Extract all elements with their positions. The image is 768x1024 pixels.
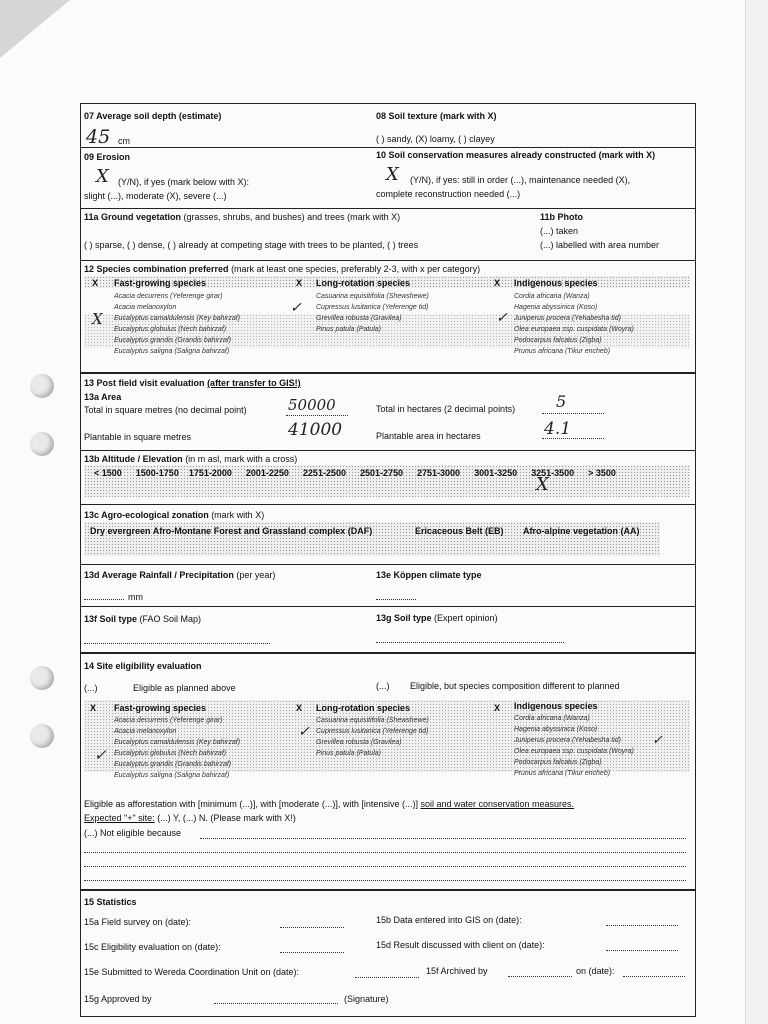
koppen-label: 13e Köppen climate type <box>376 570 482 580</box>
statistics-label: 15 Statistics <box>84 897 137 907</box>
punch-hole <box>30 374 54 398</box>
soil-type-expert-label: 13g Soil type (Expert opinion) <box>376 613 498 623</box>
ground-vegetation-label: 11a Ground vegetation (grasses, shrubs, and bushes) and trees (mark with X) <box>84 212 401 222</box>
afforestation-line: Eligible as afforestation with [minimum (...)], with [moderate (...)], with [intensive (...)] soil and water conservation measures. <box>84 799 575 809</box>
altitude-option[interactable]: 1751-2000 <box>188 468 232 478</box>
photo-labelled[interactable]: (...) labelled with area number <box>540 240 660 250</box>
long-species-item[interactable]: Cupressus lusitanica (Yeferenge tid) <box>316 728 429 735</box>
photo-taken[interactable]: (...) taken <box>540 226 579 236</box>
submitted-date: 15e Submitted to Wereda Coordination Unit on (date): <box>84 967 299 977</box>
agro-zone-aa[interactable]: Afro-alpine vegetation (AA) <box>523 526 640 536</box>
fast-growing-header: Fast-growing species <box>114 703 207 713</box>
conservation-check-mark: X <box>386 164 399 185</box>
eligible-planned-text: Eligible as planned above <box>133 683 236 693</box>
rainfall-label: 13d Average Rainfall / Precipitation (per year) <box>84 570 276 580</box>
x-mark: X <box>296 278 303 288</box>
long-species-item[interactable]: Grevillea robusta (Gravilea) <box>316 315 402 322</box>
x-mark: X <box>494 703 501 713</box>
punch-hole <box>30 724 54 748</box>
ground-vegetation-options[interactable]: ( ) sparse, ( ) dense, ( ) already at competing stage with trees to be planted, ( ) trees <box>84 240 419 250</box>
x-mark: X <box>494 278 501 288</box>
punch-hole <box>30 432 54 456</box>
eligible-planned-box[interactable]: (...) <box>84 683 98 693</box>
species-check-mark: ✓ <box>496 310 508 326</box>
eligible-different-text: Eligible, but species composition different to planned <box>410 681 620 691</box>
archived-by: 15f Archived by <box>426 966 488 976</box>
altitude-option[interactable]: 3251-3500 <box>531 468 575 478</box>
folded-corner <box>0 0 70 58</box>
fast-species-item[interactable]: Eucalyptus saligna (Saligna bahirzaf) <box>114 348 230 355</box>
total-m2-value[interactable]: 50000 <box>288 396 336 414</box>
agro-zone-daf[interactable]: Dry evergreen Afro-Montane Forest and Grassland complex (DAF) <box>90 526 373 536</box>
long-species-item[interactable]: Pinus patula (Patula) <box>316 750 381 757</box>
species-check-mark: ✓ <box>290 300 302 316</box>
indigenous-species-item[interactable]: Podocarpus falcatus (Zigba) <box>514 759 602 766</box>
indigenous-header: Indigenous species <box>514 701 598 711</box>
page-edge <box>745 0 768 1024</box>
erosion-line1[interactable]: (Y/N), if yes (mark below with X): <box>118 177 250 187</box>
photo-label: 11b Photo <box>540 212 584 222</box>
indigenous-species-item[interactable]: Prunus africana (Tikur encheb) <box>514 348 611 355</box>
fast-species-item[interactable]: Eucalyptus globulus (Nech bahirzaf) <box>114 750 227 757</box>
soil-texture-options[interactable]: ( ) sandy, (X) loamy, ( ) clayey <box>376 134 495 144</box>
altitude-option[interactable]: < 1500 <box>94 468 122 478</box>
fast-species-item[interactable]: Acacia melanoxylon <box>114 304 177 311</box>
indigenous-species-item[interactable]: Olea europaea ssp. cuspidata (Woyra) <box>514 748 634 755</box>
fast-species-item[interactable]: Acacia decurrens (Yeferenge girar) <box>114 717 223 724</box>
agro-zone-label: 13c Agro-ecological zonation (mark with X) <box>84 510 265 520</box>
eligible-different-box[interactable]: (...) <box>376 681 390 691</box>
plantable-ha-value[interactable]: 4.1 <box>544 419 572 439</box>
altitude-option[interactable]: 1500-1750 <box>135 468 179 478</box>
fast-species-item[interactable]: Eucalyptus camaldulensis (Key bahirzaf) <box>114 315 241 322</box>
long-species-item[interactable]: Cupressus lusitanica (Yeferenge tid) <box>316 304 429 311</box>
plantable-m2-label: Plantable in square metres <box>84 432 192 442</box>
plantable-ha-label: Plantable area in hectares <box>376 431 481 441</box>
long-rotation-header: Long-rotation species <box>316 703 411 713</box>
soil-depth-value[interactable]: 45 <box>86 126 111 148</box>
indigenous-species-item[interactable]: Hagenia abyssinica (Koso) <box>514 726 598 733</box>
conservation-line1[interactable]: (Y/N), if yes: still in order (...), maintenance needed (X), <box>410 175 631 185</box>
fast-species-item[interactable]: Eucalyptus camaldulensis (Key bahirzaf) <box>114 739 241 746</box>
indigenous-species-item[interactable]: Hagenia abyssinica (Koso) <box>514 304 598 311</box>
gis-entry-date: 15b Data entered into GIS on (date): <box>376 915 522 925</box>
altitude-check-mark: X <box>536 474 549 495</box>
erosion-check-mark: X <box>96 166 109 187</box>
indigenous-species-item[interactable]: Prunus africana (Tikur encheb) <box>514 770 611 777</box>
eligibility-label: 14 Site eligibility evaluation <box>84 661 202 671</box>
altitude-option[interactable]: 2001-2250 <box>245 468 289 478</box>
altitude-option[interactable]: 2251-2500 <box>302 468 346 478</box>
signature-label: (Signature) <box>344 994 389 1004</box>
soil-type-fao-label: 13f Soil type (FAO Soil Map) <box>84 614 202 624</box>
rainfall-unit: mm <box>128 592 143 602</box>
x-mark: X <box>296 703 303 713</box>
client-discussion-date: 15d Result discussed with client on (date): <box>376 940 545 950</box>
erosion-label: 09 Erosion <box>84 152 131 162</box>
agro-zone-eb[interactable]: Ericaceous Belt (EB) <box>415 526 504 536</box>
long-species-item[interactable]: Casuarina equisitifolia (Shewshewe) <box>316 293 429 300</box>
species-check-mark: ✓ <box>652 733 663 748</box>
long-species-item[interactable]: Grevillea robusta (Gravilea) <box>316 739 402 746</box>
indigenous-species-item[interactable]: Podocarpus falcatus (Zigba) <box>514 337 602 344</box>
species-check-mark: ✓ <box>298 724 310 740</box>
fast-growing-header: Fast-growing species <box>114 278 207 288</box>
soil-texture-label: 08 Soil texture (mark with X) <box>376 111 497 121</box>
altitude-label: 13b Altitude / Elevation (in m asl, mark with a cross) <box>84 454 298 464</box>
area-label: 13a Area <box>84 392 122 402</box>
total-ha-label: Total in hectares (2 decimal points) <box>376 404 516 414</box>
species-check-mark: X <box>92 310 103 328</box>
plantable-m2-value[interactable]: 41000 <box>288 420 343 440</box>
fast-species-item[interactable]: Eucalyptus saligna (Saligna bahirzaf) <box>114 772 230 779</box>
indigenous-species-item[interactable]: Juniperus procera (Yehabesha tid) <box>514 737 622 744</box>
soil-depth-label: 07 Average soil depth (estimate) <box>84 111 222 121</box>
expected-site-line[interactable]: Expected "+" site: (...) Y, (...) N. (Please mark with X!) <box>84 813 296 823</box>
post-field-label: 13 Post field visit evaluation (after transfer to GIS!) <box>84 378 301 388</box>
long-species-item[interactable]: Pinus patula (Patula) <box>316 326 381 333</box>
fast-species-item[interactable]: Eucalyptus grandis (Grandis bahirzaf) <box>114 761 232 768</box>
indigenous-species-item[interactable]: Cordia africana (Wanza) <box>514 715 590 722</box>
species-check-mark: ✓ <box>94 746 107 764</box>
fast-species-item[interactable]: Acacia decurrens (Yeferenge girar) <box>114 293 223 300</box>
long-rotation-header: Long-rotation species <box>316 278 411 288</box>
x-mark: X <box>90 703 97 713</box>
conservation-label: 10 Soil conservation measures already constructed (mark with X) <box>376 150 656 160</box>
altitude-option[interactable]: 2501-2750 <box>359 468 404 478</box>
total-ha-value[interactable]: 5 <box>556 392 567 411</box>
fast-species-item[interactable]: Eucalyptus globulus (Nech bahirzaf) <box>114 326 227 333</box>
fast-species-item[interactable]: Acacia melanoxylon <box>114 728 177 735</box>
fast-species-item[interactable]: Eucalyptus grandis (Grandis bahirzaf) <box>114 337 232 344</box>
eligibility-eval-date: 15c Eligibility evaluation on (date): <box>84 942 221 952</box>
total-m2-label: Total in square metres (no decimal point) <box>84 405 247 415</box>
field-survey-date: 15a Field survey on (date): <box>84 917 192 927</box>
erosion-line2[interactable]: slight (...), moderate (X), severe (...) <box>84 191 227 201</box>
archived-on-date: on (date): <box>576 966 615 976</box>
approved-by: 15g Approved by <box>84 994 152 1004</box>
soil-depth-unit: cm <box>118 136 130 146</box>
long-species-item[interactable]: Casuarina equisitifolia (Shewshewe) <box>316 717 429 724</box>
altitude-option[interactable]: > 3500 <box>588 468 616 478</box>
not-eligible-line[interactable]: (...) Not eligible because <box>84 828 182 838</box>
species-label: 12 Species combination preferred (mark at least one species, preferably 2-3, with x per category) <box>84 264 481 274</box>
indigenous-header: Indigenous species <box>514 278 598 288</box>
punch-hole <box>30 666 54 690</box>
indigenous-species-item[interactable]: Juniperus procera (Yehabesha tid) <box>514 315 622 322</box>
altitude-option[interactable]: 3001-3250 <box>474 468 518 478</box>
indigenous-species-item[interactable]: Cordia africana (Wanza) <box>514 293 590 300</box>
conservation-line2[interactable]: complete reconstruction needed (...) <box>376 189 521 199</box>
altitude-option[interactable]: 2751-3000 <box>417 468 461 478</box>
x-mark: X <box>92 278 99 288</box>
indigenous-species-item[interactable]: Olea europaea ssp. cuspidata (Woyra) <box>514 326 634 333</box>
